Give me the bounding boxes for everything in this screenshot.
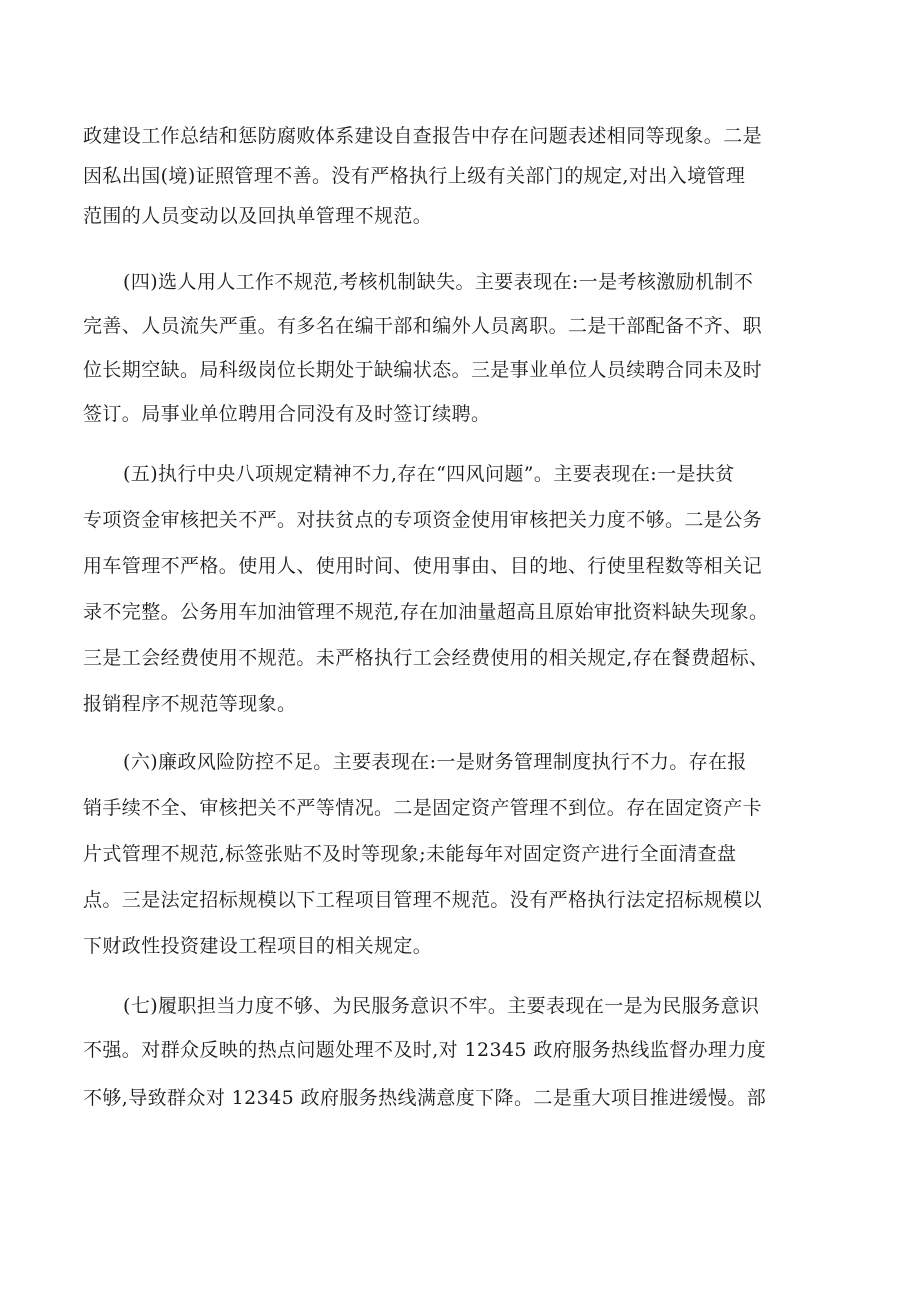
text-line: 用车管理不严格。使用人、使用时间、使用事由、目的地、行使里程数等相关记 [83,555,763,577]
text-line: 不够,导致群众对 12345 政府服务热线满意度下降。二是重大项目推进缓慢。部 [83,1087,767,1109]
text-line: 范围的人员变动以及回执单管理不规范。 [83,205,433,227]
text-line: 三是工会经费使用不规范。未严格执行工会经费使用的相关规定,存在餐费超标、 [83,647,769,669]
text-line: 下财政性投资建设工程项目的相关规定。 [83,935,433,957]
text-line: 报销程序不规范等现象。 [83,693,297,715]
text-line: 完善、人员流失严重。有多名在编干部和编外人员离职。二是干部配备不齐、职 [83,315,763,337]
text-line: 不强。对群众反映的热点问题处理不及时,对 12345 政府服务热线监督办理力度 [83,1039,767,1061]
paragraph-heading-line: (四)选人用人工作不规范,考核机制缺失。主要表现在:一是考核激励机制不 [123,271,754,293]
text-line: 专项资金审核把关不严。对扶贫点的专项资金使用审核把关力度不够。二是公务 [83,509,763,531]
text-line: 点。三是法定招标规模以下工程项目管理不规范。没有严格执行法定招标规模以 [83,889,763,911]
text-line: 签订。局事业单位聘用合同没有及时签订续聘。 [83,403,491,425]
text-line: 因私出国(境)证照管理不善。没有严格执行上级有关部门的规定,对出入境管理 [83,165,746,187]
paragraph-heading-line: (五)执行中央八项规定精神不力,存在“四风问题”。主要表现在:一是扶贫 [123,463,735,485]
text-line: 位长期空缺。局科级岗位长期处于缺编状态。三是事业单位人员续聘合同未及时 [83,359,763,381]
text-line: 销手续不全、审核把关不严等情况。二是固定资产管理不到位。存在固定资产卡 [83,797,763,819]
text-line: 录不完整。公务用车加油管理不规范,存在加油量超高且原始审批资料缺失现象。 [83,601,769,623]
paragraph-heading-line: (六)廉政风险防控不足。主要表现在:一是财务管理制度执行不力。存在报 [123,751,747,773]
text-line: 政建设工作总结和惩防腐败体系建设自查报告中存在问题表述相同等现象。二是 [83,125,763,147]
paragraph-heading-line: (七)履职担当力度不够、为民服务意识不牢。主要表现在一是为民服务意识 [123,995,760,1017]
text-line: 片式管理不规范,标签张贴不及时等现象;未能每年对固定资产进行全面清查盘 [83,843,737,865]
